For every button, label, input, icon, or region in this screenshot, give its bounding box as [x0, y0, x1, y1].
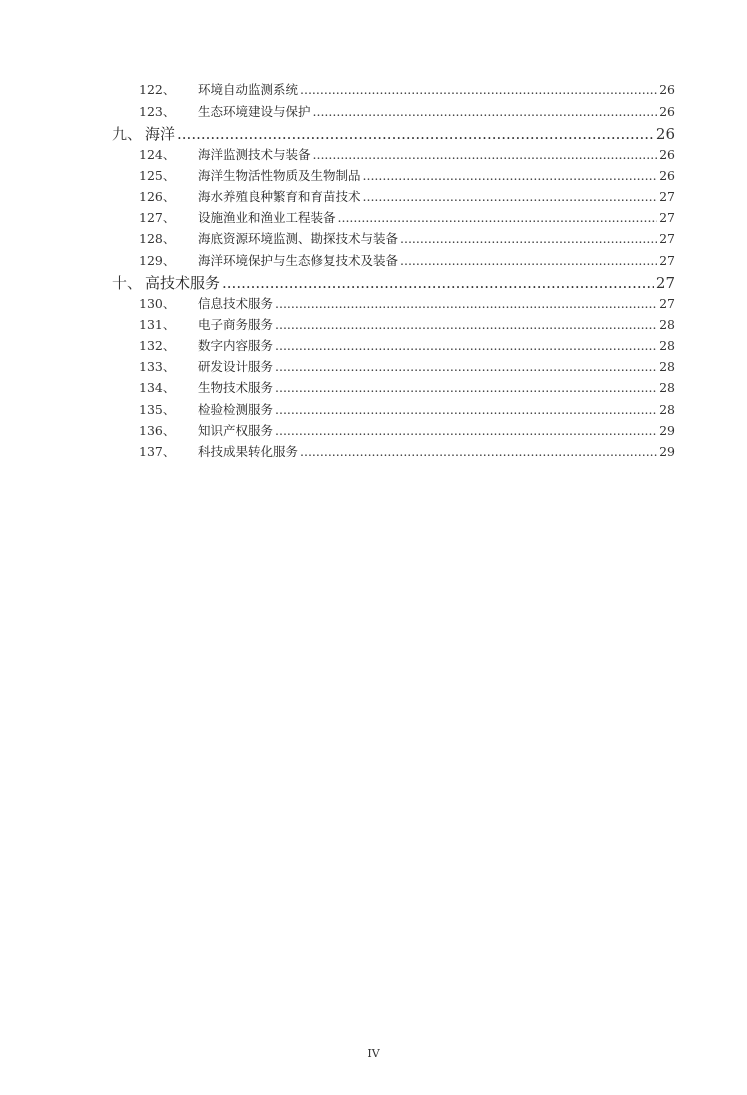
- toc-entry-number: 130、: [139, 296, 176, 311]
- toc-dot-leader: [300, 444, 657, 459]
- toc-dot-leader: [338, 210, 658, 225]
- toc-entry[interactable]: [139, 378, 675, 399]
- toc-entry-title: 信息技术服务: [198, 296, 274, 311]
- toc-entry-title: 海水养殖良种繁育和育苗技术: [198, 189, 361, 204]
- toc-entry[interactable]: [139, 208, 675, 229]
- toc-entry-number: 124、: [139, 147, 176, 162]
- toc-dot-leader: [400, 231, 657, 246]
- toc-entry-title: 海洋环境保护与生态修复技术及装备: [198, 253, 399, 268]
- toc-entry-page: 28: [659, 359, 675, 374]
- toc-entry-title: 生态环境建设与保护: [198, 104, 311, 119]
- toc-entry[interactable]: [139, 294, 675, 315]
- toc-entry-number: 137、: [139, 444, 176, 459]
- toc-entry-number: 九、: [112, 125, 143, 143]
- toc-dot-leader: [275, 359, 657, 374]
- toc-dot-leader: [275, 296, 657, 311]
- toc-entry[interactable]: [139, 357, 675, 378]
- toc-entry-title: 科技成果转化服务: [198, 444, 299, 459]
- toc-dot-leader: [275, 317, 657, 332]
- toc-entry-title: 海洋监测技术与装备: [198, 147, 311, 162]
- toc-entry[interactable]: [139, 400, 675, 421]
- toc-dot-leader: [363, 189, 658, 204]
- toc-dot-leader: [313, 147, 658, 162]
- toc-entry-page: 29: [659, 423, 675, 438]
- toc-entry-page: 26: [659, 104, 675, 119]
- toc-entry-page: 26: [655, 125, 675, 143]
- toc-entry-title: 知识产权服务: [198, 423, 274, 438]
- toc-entry-number: 126、: [139, 189, 176, 204]
- toc-entry-title: 生物技术服务: [198, 380, 274, 395]
- toc-entry-title: 海洋生物活性物质及生物制品: [198, 168, 361, 183]
- toc-entry-page: 26: [659, 82, 675, 97]
- toc-entry-page: 28: [659, 317, 675, 332]
- toc-dot-leader: [363, 168, 658, 183]
- toc-entry[interactable]: [139, 145, 675, 166]
- toc-entry-number: 131、: [139, 317, 176, 332]
- toc-entry-number: 123、: [139, 104, 176, 119]
- toc-entry[interactable]: [139, 102, 675, 123]
- toc-dot-leader: [275, 423, 657, 438]
- toc-dot-leader: [177, 125, 654, 143]
- toc-dot-leader: [400, 253, 657, 268]
- toc-entry[interactable]: [139, 421, 675, 442]
- toc-entry-number: 125、: [139, 168, 176, 183]
- toc-entry-title: 海底资源环境监测、勘探技术与装备: [198, 231, 399, 246]
- toc-entry-number: 133、: [139, 359, 176, 374]
- toc-entry-number: 十、: [112, 274, 143, 292]
- toc-entry[interactable]: [139, 229, 675, 250]
- toc-entry-page: 28: [659, 380, 675, 395]
- toc-entry-page: 27: [655, 274, 675, 292]
- toc-entry-number: 127、: [139, 210, 176, 225]
- toc-entry[interactable]: [139, 442, 675, 463]
- toc-entry-page: 28: [659, 338, 675, 353]
- toc-entry-page: 28: [659, 402, 675, 417]
- toc-entry-title: 数字内容服务: [198, 338, 274, 353]
- page-number: IV: [367, 1047, 380, 1060]
- toc-entry-number: 136、: [139, 423, 176, 438]
- toc-entry-title: 高技术服务: [145, 274, 221, 292]
- toc-entry[interactable]: [139, 166, 675, 187]
- toc-entry-number: 128、: [139, 231, 176, 246]
- toc-entry-title: 设施渔业和渔业工程装备: [198, 210, 336, 225]
- toc-entry-page: 26: [659, 147, 675, 162]
- toc-entry-page: 29: [659, 444, 675, 459]
- toc-entry-number: 129、: [139, 253, 176, 268]
- toc-entry[interactable]: [139, 336, 675, 357]
- toc-dot-leader: [222, 274, 654, 292]
- toc-dot-leader: [275, 338, 657, 353]
- toc-entry[interactable]: [139, 80, 675, 101]
- toc-entry[interactable]: [139, 251, 675, 272]
- toc-entry-title: 海洋: [145, 125, 176, 143]
- toc-entry-number: 135、: [139, 402, 176, 417]
- toc-dot-leader: [275, 380, 657, 395]
- toc-section-entry[interactable]: [112, 272, 675, 294]
- toc-entry-number: 132、: [139, 338, 176, 353]
- toc-section-entry[interactable]: [112, 123, 675, 145]
- toc-entry-number: 134、: [139, 380, 176, 395]
- toc-dot-leader: [275, 402, 657, 417]
- toc-entry[interactable]: [139, 315, 675, 336]
- toc-entry-page: 26: [659, 168, 675, 183]
- toc-entry-title: 环境自动监测系统: [198, 82, 299, 97]
- toc-entry-title: 研发设计服务: [198, 359, 274, 374]
- toc-entry-title: 检验检测服务: [198, 402, 274, 417]
- toc-entry-page: 27: [659, 253, 675, 268]
- toc-dot-leader: [313, 104, 658, 119]
- toc-entry-page: 27: [659, 296, 675, 311]
- toc-dot-leader: [300, 82, 657, 97]
- toc-entry-page: 27: [659, 189, 675, 204]
- toc-entry-number: 122、: [139, 82, 176, 97]
- toc-entry-page: 27: [659, 210, 675, 225]
- toc-entry[interactable]: [139, 187, 675, 208]
- toc-entry-title: 电子商务服务: [198, 317, 274, 332]
- toc-entry-page: 27: [659, 231, 675, 246]
